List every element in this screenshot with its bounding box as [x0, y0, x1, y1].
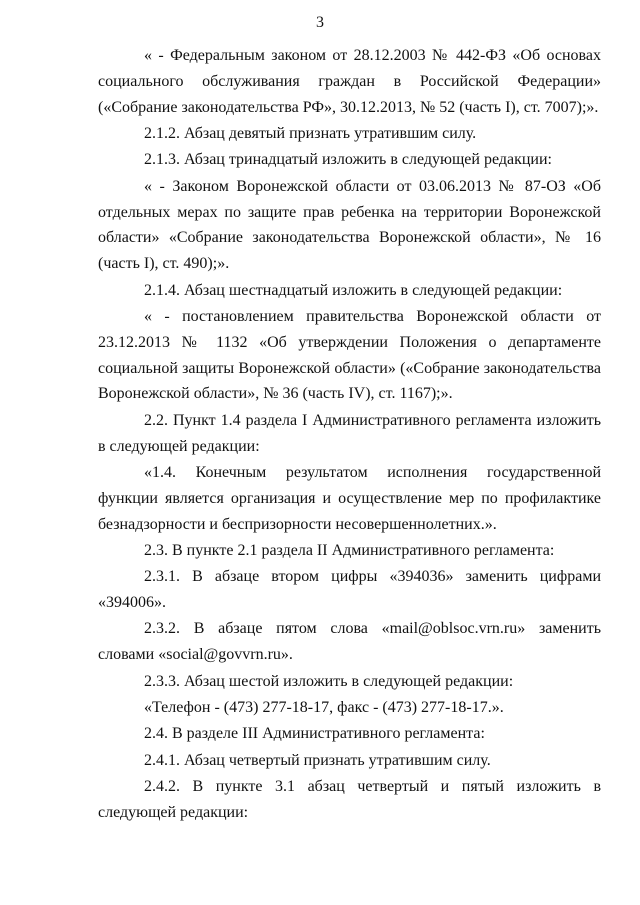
paragraph-2-4: 2.4. В разделе III Административного регламента: — [144, 725, 485, 743]
paragraph-2-3-3: 2.3.3. Абзац шестой изложить в следующей редакции: — [144, 672, 514, 690]
document-body — [98, 43, 601, 826]
paragraph-2-4-2: 2.4.2. В пункте 3.1 абзац четвертый и пятый изложить в следующей редакции: — [98, 778, 601, 822]
paragraph-2-2: 2.2. Пункт 1.4 раздела I Административного регламента изложить в следующей редакции: — [98, 411, 601, 455]
paragraph-2-4-1: 2.4.1. Абзац четвертый признать утратившим силу. — [144, 751, 491, 769]
paragraph-2-1-3: 2.1.3. Абзац тринадцатый изложить в следующей редакции: — [144, 151, 552, 169]
paragraph-1-4-result: «1.4. Конечным результатом исполнения государственной функции является организация и осуществление мер по профилактике безнадзорности и беспризорности несовершеннолетних.». — [98, 463, 601, 533]
paragraph-2-3-1: 2.3.1. В абзаце втором цифры «394036» заменить цифрами «394006». — [98, 568, 601, 612]
paragraph-2-3: 2.3. В пункте 2.1 раздела II Административного регламента: — [144, 541, 555, 559]
paragraph-federal-law-442: « - Федеральным законом от 28.12.2003 № 442-ФЗ «Об основах социального обслуживания граждан в Российской Федерации» («Собрание законодательства РФ», 30.12.2013, № 52 (часть I), ст. 7007);». — [98, 47, 601, 116]
paragraph-2-3-2: 2.3.2. В абзаце пятом слова «mail@oblsoc.vrn.ru» заменить словами «social@govvrn.ru». — [98, 620, 601, 664]
paragraph-2-1-2: 2.1.2. Абзац девятый признать утратившим силу. — [144, 124, 477, 142]
paragraph-2-1-4: 2.1.4. Абзац шестнадцатый изложить в следующей редакции: — [144, 281, 563, 299]
page-number: 3 — [316, 14, 324, 31]
paragraph-phone-fax: «Телефон - (473) 277-18-17, факс - (473) 277-18-17.». — [144, 699, 504, 717]
paragraph-regional-law-87: « - Законом Воронежской области от 03.06.2013 № 87-ОЗ «Об отдельных мерах по защите прав ребенка на территории Воронежской области» «Собрание законодательства Воронежской области», № 16 (часть I), ст. 490);». — [98, 177, 601, 273]
paragraph-resolution-1132: « - постановлением правительства Воронежской области от 23.12.2013 № 1132 «Об утверждении Положения о департаменте социальной защиты Воронежской области» («Собрание законодательства Воронежской области», № 36 (часть IV), ст. 1167);». — [98, 307, 601, 403]
